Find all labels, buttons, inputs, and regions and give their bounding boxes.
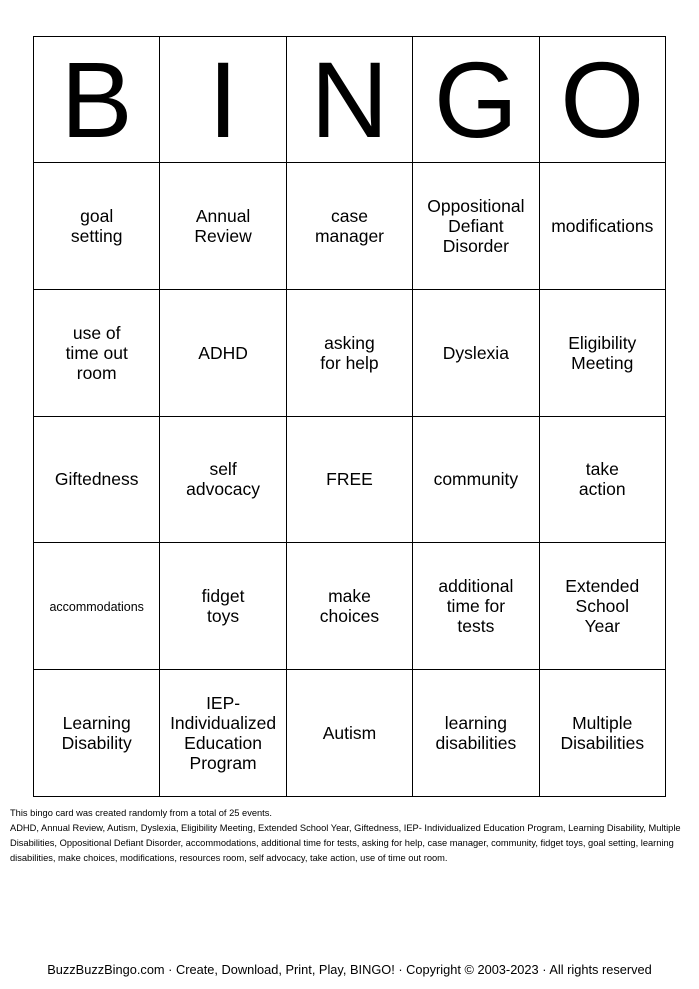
bingo-cell xyxy=(413,670,539,797)
bingo-cell xyxy=(539,416,665,543)
cell-text: asking for help xyxy=(320,332,379,373)
cell-text: Learning Disability xyxy=(61,713,132,754)
bingo-cell xyxy=(34,670,160,797)
cell-text: community xyxy=(433,469,519,490)
cell-text: Annual Review xyxy=(194,205,252,246)
bingo-cell xyxy=(34,543,160,670)
cell-text: Dyslexia xyxy=(442,342,509,363)
bingo-cell xyxy=(413,543,539,670)
bingo-cell xyxy=(34,289,160,416)
cell-text: learning disabilities xyxy=(435,713,517,754)
bingo-cell xyxy=(539,670,665,797)
bingo-row xyxy=(34,670,666,797)
cell-text: Eligibility Meeting xyxy=(568,332,637,373)
bingo-row xyxy=(34,163,666,290)
cell-text: Extended School Year xyxy=(565,576,640,637)
bingo-header-row xyxy=(34,37,666,163)
header-letter-n: N xyxy=(286,37,412,163)
cell-text: IEP- Individualized Education Program xyxy=(170,693,277,774)
bingo-row xyxy=(34,416,666,543)
site-footer: BuzzBuzzBingo.com · Create, Download, Print, Play, BINGO! · Copyright © 2003-2023 · All rights reserved xyxy=(47,962,652,977)
bingo-cell xyxy=(286,163,412,290)
cell-text: case manager xyxy=(314,205,385,246)
bingo-cell xyxy=(539,163,665,290)
bingo-cell xyxy=(160,670,286,797)
cell-text: fidget toys xyxy=(201,586,245,627)
header-letter-g: G xyxy=(413,37,539,163)
cell-text: accommodations xyxy=(49,600,144,615)
header-letter-i: I xyxy=(160,37,286,163)
bingo-cell xyxy=(160,289,286,416)
cell-text: make choices xyxy=(319,586,380,627)
cell-text: self advocacy xyxy=(186,459,261,500)
cell-text: additional time for tests xyxy=(438,576,514,637)
cell-text: Multiple Disabilities xyxy=(560,713,645,754)
bingo-card xyxy=(33,36,666,797)
header-letter-b: B xyxy=(34,37,160,163)
cell-text: take action xyxy=(578,459,626,500)
bingo-cell xyxy=(413,289,539,416)
bingo-cell xyxy=(539,289,665,416)
bingo-cell xyxy=(413,163,539,290)
bingo-cell xyxy=(286,670,412,797)
bingo-cell xyxy=(160,163,286,290)
free-cell xyxy=(286,416,412,543)
bingo-cell xyxy=(34,416,160,543)
bingo-row xyxy=(34,543,666,670)
cell-text: use of time out room xyxy=(65,322,128,383)
header-letter-o: O xyxy=(539,37,665,163)
cell-text: Autism xyxy=(322,723,377,744)
footnote-intro: This bingo card was created randomly from a total of 25 events. xyxy=(10,808,272,818)
bingo-cell xyxy=(160,416,286,543)
cell-text: goal setting xyxy=(70,205,123,246)
free-cell-text: FREE xyxy=(326,469,373,490)
footnote-event-list: ADHD, Annual Review, Autism, Dyslexia, Eligibility Meeting, Extended School Year, Giftedness, IEP- Individualized Education Program, Learning Disability, Multiple Disabilities, Oppositional Defiant Disorder, accommodations, additional time for tests, asking for help, case manager, community, fidget toys, goal setting, learning disabilities, make choices, modifications, resources room, self advocacy, take action, use of time out room. xyxy=(10,823,681,863)
bingo-cell xyxy=(539,543,665,670)
bingo-cell xyxy=(413,416,539,543)
bingo-cell xyxy=(286,543,412,670)
bingo-cell xyxy=(160,543,286,670)
bingo-cell xyxy=(34,163,160,290)
cell-text: Oppositional Defiant Disorder xyxy=(427,195,525,256)
bingo-cell xyxy=(286,289,412,416)
bingo-row xyxy=(34,289,666,416)
card-footnote xyxy=(10,806,690,866)
cell-text: Giftedness xyxy=(54,469,139,490)
cell-text: modifications xyxy=(551,215,654,236)
cell-text: ADHD xyxy=(198,342,248,363)
